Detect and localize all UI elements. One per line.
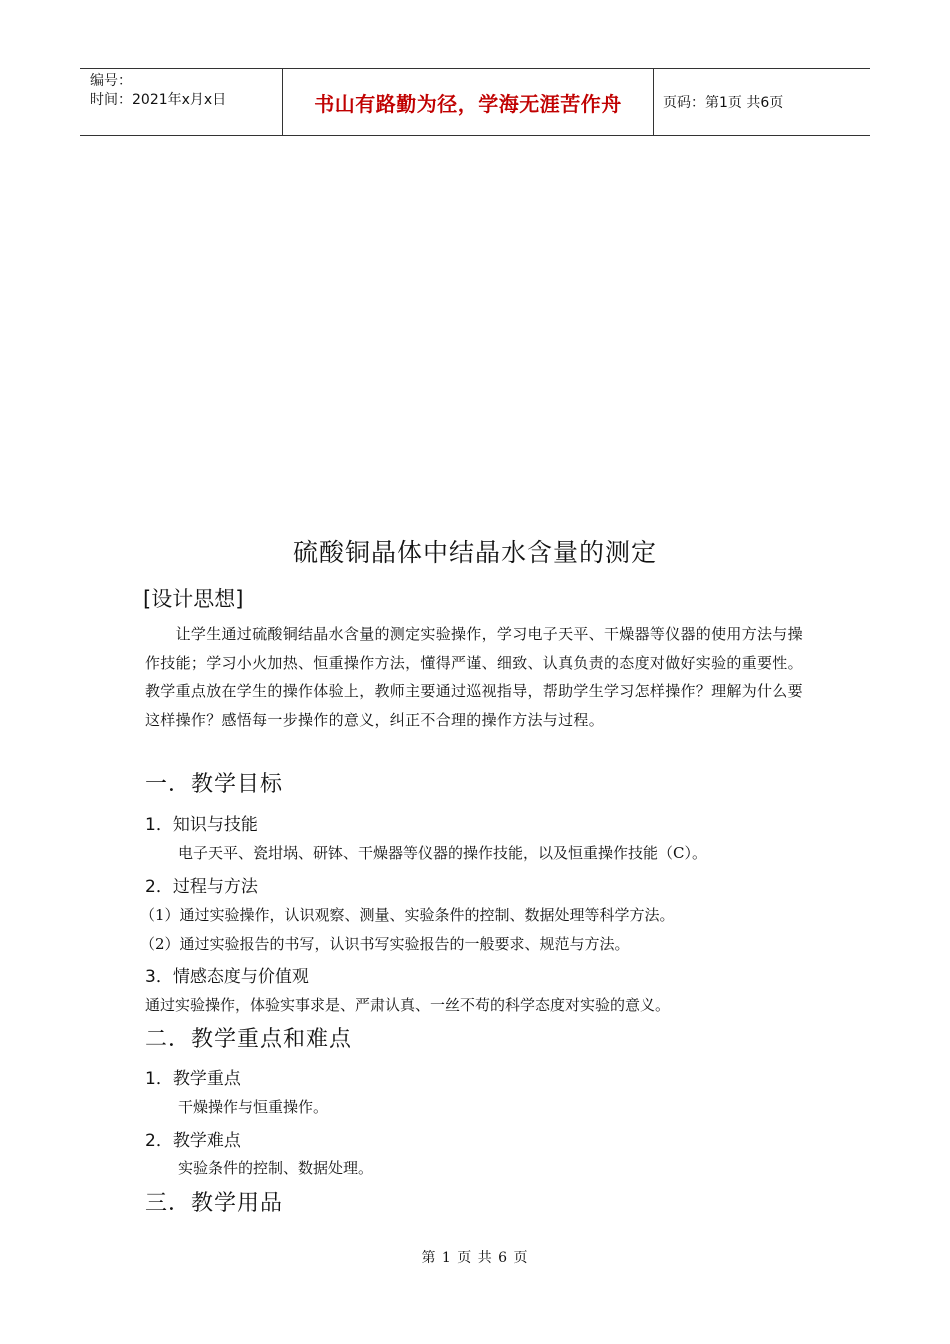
goals-heading: 一．教学目标 [145,772,284,797]
keypoints-sub1-text: 干燥操作与恒重操作。 [178,1098,329,1116]
materials-heading: 三．教学用品 [145,1191,284,1216]
goals-sub2-heading: 2．过程与方法 [145,877,258,897]
goals-sub2-line1: （1）通过实验操作，认识观察、测量、实验条件的控制、数据处理等科学方法。 [140,906,675,924]
goals-sub2-line2: （2）通过实验报告的书写，认识书写实验报告的一般要求、规范与方法。 [140,935,630,953]
design-heading: [设计思想] [143,587,244,611]
keypoints-sub1-heading: 1．教学重点 [145,1069,241,1089]
document-header [80,68,870,136]
header-page-info: 页码：第1页 共6页 [663,95,784,111]
goals-sub3-heading: 3．情感态度与价值观 [145,967,309,987]
goals-sub1-text: 电子天平、瓷坩埚、研钵、干燥器等仪器的操作技能，以及恒重操作技能（C）。 [178,844,707,862]
document-title: 硫酸铜晶体中结晶水含量的测定 [292,538,657,567]
goals-sub1-heading: 1．知识与技能 [145,815,258,835]
header-meta [80,69,282,135]
keypoints-sub2-text: 实验条件的控制、数据处理。 [178,1159,374,1177]
goals-sub3-text: 通过实验操作，体验实事求是、严肃认真、一丝不苟的科学态度对实验的意义。 [145,996,671,1014]
time-label: 时间：2021年x月x日 [90,92,227,108]
keypoints-heading: 二．教学重点和难点 [145,1027,353,1052]
keypoints-sub2-heading: 2．教学难点 [145,1131,241,1151]
header-motto: 书山有路勤为径，学海无涯苦作舟 [282,69,654,135]
number-label: 编号： [90,73,132,89]
design-paragraph: 让学生通过硫酸铜结晶水含量的测定实验操作，学习电子天平、干燥器等仪器的使用方法与操作技能；学习小火加热、恒重操作方法，懂得严谨、细致、认真负责的态度对做好实验的重要性。教学重点放在学生的操作体验上，教师主要通过巡视指导，帮助学生学习怎样操作？理解为什么要这样操作？感悟每一步操作的意义，纠正不合理的操作方法与过程。 [145,625,803,729]
page-footer: 第 1 页 共 6 页 [421,1250,529,1266]
